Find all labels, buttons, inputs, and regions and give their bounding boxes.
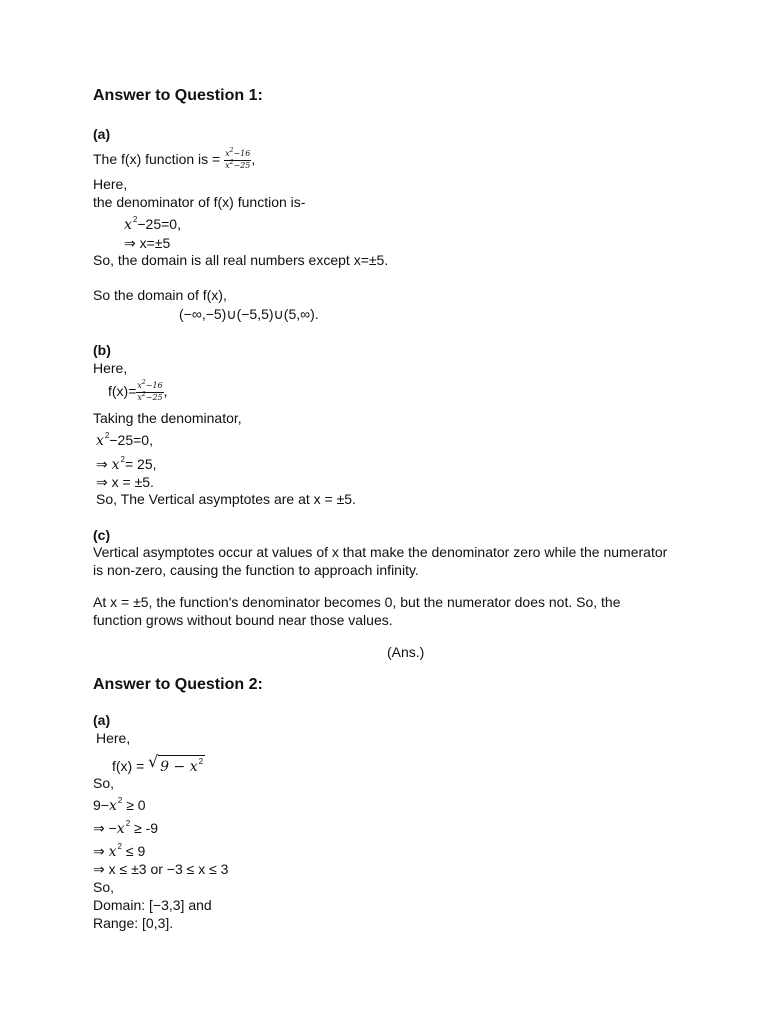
q1c-paragraph-2-line-2: function grows without bound near those values. bbox=[93, 612, 393, 628]
q1a-denominator-text: the denominator of f(x) function is- bbox=[93, 194, 306, 210]
q1b-taking: Taking the denominator, bbox=[93, 410, 242, 426]
q1-heading: Answer to Question 1: bbox=[93, 87, 263, 104]
q1c-paragraph-1-line-1: Vertical asymptotes occur at values of x that make the denominator zero while the numerator bbox=[93, 544, 668, 560]
q2a-domain: Domain: [−3,3] and bbox=[93, 897, 212, 913]
q2a-function-line: f(x) = √ $9 - x^2$ bbox=[112, 755, 205, 778]
q1c-label: (c) bbox=[93, 527, 111, 543]
q2a-so-2: So, bbox=[93, 879, 115, 895]
q1b-conclusion: So, The Vertical asymptotes are at x = ±5. bbox=[96, 491, 356, 507]
q1a-domain-of: So the domain of f(x), bbox=[93, 287, 227, 303]
q1a-fraction: $\frac{x^2-16}{x^2-25}$ bbox=[225, 147, 251, 170]
q2a-label: (a) bbox=[93, 712, 111, 728]
q2a-inequality-3: ⇒ $x^2 \le 9$ bbox=[93, 842, 146, 860]
q2a-here: Here, bbox=[96, 730, 131, 746]
q1a-equation-2: ⇒ x=±5 bbox=[124, 235, 171, 251]
q1b-fraction: $\frac{x^2-16}{x^2-25}$ bbox=[137, 379, 163, 402]
q1a-domain-text: So, the domain is all real numbers except x=±5. bbox=[93, 252, 389, 268]
q1a-equation-1: $x^2-25=0$, bbox=[124, 215, 181, 233]
q2a-range: Range: [0,3]. bbox=[93, 915, 174, 931]
q2-heading: Answer to Question 2: bbox=[93, 676, 263, 693]
q1a-fx-prefix: The f(x) function is = bbox=[93, 151, 225, 168]
q1a-label: (a) bbox=[93, 126, 111, 142]
q1b-label: (b) bbox=[93, 342, 111, 358]
q1a-function-line: The f(x) function is = $\frac{x^2-16}{x^2-25}$ , bbox=[93, 147, 256, 170]
q1b-equation-1: $x^2-25=0$, bbox=[96, 431, 153, 449]
q2a-inequality-2: ⇒ $-x^2 \ge -9$ bbox=[93, 819, 159, 837]
q1b-here: Here, bbox=[93, 360, 128, 376]
q1b-equation-2: ⇒ $x^2= 25$, bbox=[96, 455, 157, 473]
q1c-paragraph-2-line-1: At x = ±5, the function's denominator becomes 0, but the numerator does not. So, the bbox=[93, 594, 621, 610]
q1-ans: (Ans.) bbox=[387, 644, 425, 660]
q2a-sqrt: √ $9 - x^2$ bbox=[148, 755, 205, 778]
q2a-so-1: So, bbox=[93, 775, 115, 791]
q1a-interval: (−∞,−5)∪(−5,5)∪(5,∞). bbox=[179, 306, 319, 322]
q1b-function-line: f(x)= $\frac{x^2-16}{x^2-25}$ , bbox=[108, 379, 168, 402]
q2a-inequality-1: $9-x^2 \ge 0$ bbox=[93, 796, 146, 814]
q2a-inequality-4: ⇒ x ≤ ±3 or −3 ≤ x ≤ 3 bbox=[93, 861, 229, 877]
q1c-paragraph-1-line-2: is non-zero, causing the function to approach infinity. bbox=[93, 562, 419, 578]
q1a-here: Here, bbox=[93, 176, 128, 192]
q1b-equation-3: ⇒ x = ±5. bbox=[96, 474, 154, 490]
